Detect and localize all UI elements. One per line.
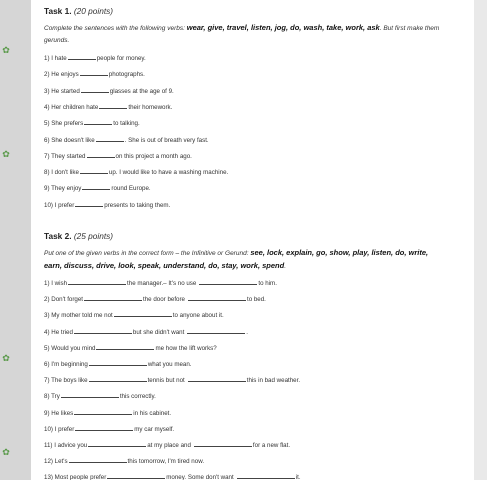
sentence-middle: round Europe. — [111, 185, 151, 193]
sentence-middle: presents to taking them. — [104, 201, 171, 209]
task1-points: (20 points) — [73, 6, 114, 16]
left-sidebar — [0, 0, 31, 480]
sentence-start: 9) He likes — [44, 409, 74, 417]
answer-blank[interactable] — [89, 375, 147, 382]
sentence-middle: on this project a month ago. — [115, 152, 192, 160]
task2-sentence — [44, 456, 204, 465]
sentence-middle: . She is out of breath very fast. — [124, 136, 209, 144]
task1-title — [44, 6, 113, 16]
sentence-start: 2) He enjoys — [44, 71, 79, 79]
task1-instruction-end: . But first make them gerunds. — [44, 25, 440, 44]
answer-blank[interactable] — [99, 102, 127, 109]
task2-instruction — [44, 247, 444, 273]
sentence-middle: but she didn't want — [132, 328, 185, 336]
sentence-start: 11) I advice you — [44, 442, 88, 449]
task1-verbs: wear, give, travel, listen, jog, do, wash, take, work, ask — [186, 23, 380, 32]
sentence-middle: the door before — [143, 296, 185, 304]
answer-blank[interactable] — [188, 375, 246, 382]
sentence-start: 3) He started — [44, 87, 80, 95]
sentence-start: 2) Don't forget — [44, 296, 84, 304]
answer-blank[interactable] — [81, 86, 109, 93]
answer-blank[interactable] — [194, 440, 252, 447]
task2-sentence — [44, 327, 248, 336]
sentence-middle: me how the lift works? — [155, 344, 217, 352]
sentence-start: 5) She prefers — [44, 120, 84, 128]
task1-label: Task 1. — [44, 6, 72, 16]
document-page — [31, 0, 474, 480]
sentence-middle: to anyone about it. — [172, 312, 224, 320]
sentence-middle: in his cabinet. — [133, 409, 172, 417]
task2-sentence — [44, 408, 171, 417]
answer-blank[interactable] — [199, 278, 257, 285]
answer-blank[interactable] — [107, 472, 165, 479]
sentence-start: 8) Try — [44, 393, 60, 401]
answer-blank[interactable] — [84, 118, 112, 125]
task2-label: Task 2. — [44, 231, 72, 241]
task2-sentence — [44, 375, 300, 384]
sentence-start: 13) Most people prefer — [44, 474, 107, 480]
answer-blank[interactable] — [89, 359, 147, 366]
answer-blank[interactable] — [68, 278, 126, 285]
answer-blank[interactable] — [237, 472, 295, 479]
sentence-end: for a new flat. — [252, 442, 291, 449]
sentence-middle: what you mean. — [147, 361, 192, 368]
sentence-start: 7) The boys like — [44, 377, 88, 385]
sentence-start: 4) Her children hate — [44, 103, 99, 111]
sentence-start: 1) I hate — [44, 55, 67, 62]
sidebar-leaf-icon: ✿ — [2, 46, 10, 56]
sentence-start: 12) Let's — [44, 458, 68, 466]
sentence-middle: my car myself. — [134, 425, 175, 433]
sentence-end: to him. — [258, 280, 277, 287]
sentence-start: 6) She doesn't like — [44, 136, 95, 144]
sidebar-leaf-icon: ✿ — [2, 150, 10, 160]
answer-blank[interactable] — [68, 53, 96, 60]
answer-blank[interactable] — [75, 424, 133, 431]
sentence-start: 4) He tried — [44, 328, 73, 336]
task2-sentence — [44, 472, 301, 480]
sentence-end: . — [246, 328, 249, 336]
sentence-middle: to talking. — [113, 120, 140, 128]
answer-blank[interactable] — [96, 343, 154, 350]
task1-sentence — [44, 151, 192, 160]
sentence-start: 5) Would you mind — [44, 344, 96, 352]
task1-instruction — [44, 22, 444, 47]
sentence-middle: their homework. — [128, 103, 173, 111]
task2-sentence — [44, 294, 266, 303]
task1-sentence — [44, 86, 174, 95]
sentence-end: this in bad weather. — [246, 377, 301, 385]
sentence-middle: this tomorrow, I'm tired now. — [127, 458, 205, 466]
sentence-end: to bed. — [246, 296, 266, 304]
task1-sentence — [44, 135, 209, 144]
answer-blank[interactable] — [87, 151, 115, 158]
answer-blank[interactable] — [96, 135, 124, 142]
answer-blank[interactable] — [88, 440, 146, 447]
sentence-middle: glasses at the age of 9. — [109, 87, 174, 95]
task2-sentence — [44, 391, 156, 400]
sentence-start: 10) I prefer — [44, 201, 75, 209]
task1-sentence — [44, 118, 140, 127]
sentence-middle: money. Some don't want — [166, 474, 234, 480]
answer-blank[interactable] — [114, 310, 172, 317]
sentence-start: 7) They started — [44, 152, 86, 160]
sentence-start: 8) I don't like — [44, 169, 79, 177]
task2-sentence — [44, 343, 217, 352]
task2-sentence — [44, 359, 192, 368]
answer-blank[interactable] — [74, 408, 132, 415]
task1-sentence — [44, 200, 170, 209]
task2-instruction-end: . — [284, 263, 287, 270]
answer-blank[interactable] — [69, 456, 127, 463]
answer-blank[interactable] — [82, 183, 110, 190]
answer-blank[interactable] — [74, 327, 132, 334]
task2-verbs: see, lock, explain, go, show, play, listen, do, write, earn, discuss, drive, look, speak, understand, do, stay, work, spend — [44, 248, 429, 270]
answer-blank[interactable] — [187, 327, 245, 334]
task1-sentence — [44, 183, 151, 192]
task2-sentence — [44, 440, 290, 449]
answer-blank[interactable] — [75, 200, 103, 207]
sentence-middle: this correctly. — [119, 393, 156, 401]
sentence-start: 1) I wish — [44, 280, 68, 287]
sidebar-leaf-icon: ✿ — [2, 448, 10, 458]
sentence-middle: tennis but not — [147, 377, 185, 385]
task2-instruction-text: Put one of the given verbs in the correct form – the Infinitive or Gerund: — [44, 250, 249, 257]
sidebar-leaf-icon: ✿ — [2, 354, 10, 364]
task2-sentence — [44, 310, 224, 319]
sentence-start: 6) I'm beginning — [44, 361, 88, 368]
task2-sentence — [44, 278, 277, 287]
answer-blank[interactable] — [80, 69, 108, 76]
task1-sentence — [44, 167, 228, 176]
sentence-middle: at my place and — [147, 442, 191, 449]
answer-blank[interactable] — [80, 167, 108, 174]
answer-blank[interactable] — [61, 391, 119, 398]
task1-sentence — [44, 69, 145, 78]
sentence-start: 3) My mother told me not — [44, 312, 113, 320]
sentence-middle: the manager.– It's no use — [127, 280, 197, 287]
task2-title — [44, 231, 113, 241]
sentence-end: it. — [295, 474, 301, 480]
task1-sentence — [44, 102, 172, 111]
task1-sentence — [44, 53, 146, 62]
answer-blank[interactable] — [84, 294, 142, 301]
task2-points: (25 points) — [73, 231, 114, 241]
sentence-start: 9) They enjoy — [44, 185, 82, 193]
answer-blank[interactable] — [188, 294, 246, 301]
task1-instruction-text: Complete the sentences with the following verbs: — [44, 25, 185, 32]
sentence-start: 10) I prefer — [44, 425, 75, 433]
sentence-middle: people for money. — [96, 55, 146, 62]
sentence-middle: up. I would like to have a washing machine. — [108, 169, 229, 177]
sentence-middle: photographs. — [108, 71, 145, 79]
task2-sentence — [44, 424, 174, 433]
scrollbar[interactable] — [474, 0, 487, 480]
